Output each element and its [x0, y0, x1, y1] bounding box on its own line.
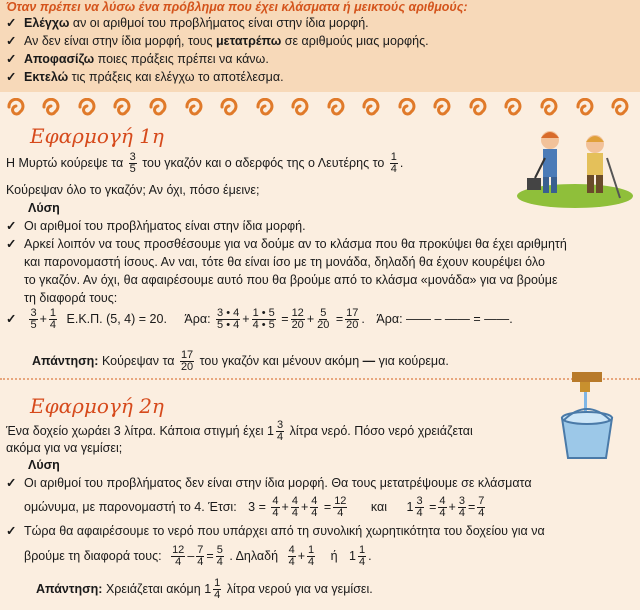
rules-box	[0, 0, 640, 92]
swirl-icon	[290, 98, 314, 116]
swirl-icon	[77, 98, 101, 116]
swirl-icon	[503, 98, 527, 116]
rule-1: ✓ Ελέγχω αν οι αριθμοί του προβλήματος είναι στην ίδια μορφή.	[6, 16, 369, 30]
app1-step2-b: και παρονομαστή ίσους. Αν ναι, τότε θα είναι ίσο με τη μονάδα, δηλαδή θα έχουν κουρέψει όλο	[24, 255, 545, 269]
app2-solution-label: Λύση	[28, 458, 60, 472]
swirl-icon	[610, 98, 634, 116]
swirl-icon	[219, 98, 243, 116]
app1-solution-label: Λύση	[28, 201, 60, 215]
swirl-border	[0, 96, 640, 118]
swirl-icon	[432, 98, 456, 116]
swirl-icon	[6, 98, 30, 116]
swirl-icon	[361, 98, 385, 116]
app2-step2-b: βρούμε τη διαφορά τους: $\frac{12}{4}$ – $\frac{7}{4}$ = $\frac{5}{4}$ . Δηλαδή $\frac{4}{4}$ + $\frac{1}{4}$ ή 1 $\frac{1}{4}$ .	[24, 544, 372, 568]
swirl-icon	[148, 98, 172, 116]
fraction: $\frac{3}{5}$	[129, 151, 136, 175]
app2-step1: ✓ Οι αριθμοί του προβλήματος δεν είναι στην ίδια μορφή. Θα τους μετατρέψουμε σε κλάσματα	[6, 476, 532, 490]
app1-step2-d: τη διαφορά τους:	[24, 291, 118, 305]
swirl-icon	[397, 98, 421, 116]
mowing-kids-illustration	[515, 118, 635, 208]
app2-title: Εφαρμογή 2η	[30, 394, 164, 418]
app1-step2: ✓ Αρκεί λοιπόν να τους προσθέσουμε για να δούμε αν το κλάσμα που θα προκύψει θα έχει αριθμητή	[6, 237, 567, 251]
section-divider	[0, 378, 640, 381]
swirl-icon	[112, 98, 136, 116]
app1-step1: ✓ Οι αριθμοί του προβλήματος είναι στην ίδια μορφή.	[6, 219, 306, 233]
swirl-icon	[326, 98, 350, 116]
app1-line2: Κούρεψαν όλο το γκαζόν; Αν όχι, πόσο έμεινε;	[6, 183, 260, 197]
swirl-icon	[255, 98, 279, 116]
rule-2: ✓ Αν δεν είναι στην ίδια μορφή, τους μετατρέπω σε αριθμούς μιας μορφής.	[6, 34, 429, 48]
swirl-icon	[184, 98, 208, 116]
app2-line1: Ένα δοχείο χωράει 3 λίτρα. Κάποια στιγμή έχει 1 $\frac{3}{4}$ λίτρα νερό. Πόσο νερό χρειάζεται	[6, 419, 473, 443]
mixed-number: 1 $\frac{3}{4}$	[267, 419, 284, 443]
app2-line2: ακόμα για να γεμίσει;	[6, 441, 123, 455]
bucket-tap-illustration	[550, 370, 630, 462]
swirl-icon	[539, 98, 563, 116]
fraction: $\frac{1}{4}$	[390, 151, 397, 175]
rule-4: ✓ Εκτελώ τις πράξεις και ελέγχω το αποτέλεσμα.	[6, 70, 284, 84]
app1-step2-c: το γκαζόν. Αν όχι, θα αφαιρέσουμε αυτό που θα βρούμε από το κλάσμα «μονάδα» για να βρούμε	[24, 273, 558, 287]
app1-title: Εφαρμογή 1η	[30, 124, 164, 148]
app2-step2: ✓ Τώρα θα αφαιρέσουμε το νερό που υπάρχει από τη συνολική χωρητικότητα του δοχείου για να	[6, 524, 545, 538]
app2-answer: Απάντηση: Χρειάζεται ακόμη 1 $\frac{1}{4}$ λίτρα νερού για να γεμίσει.	[36, 577, 373, 601]
swirl-icon	[41, 98, 65, 116]
app1-answer: Απάντηση: Κούρεψαν τα $\frac{17}{20}$ του γκαζόν και μένουν ακόμη — για κούρεμα.	[32, 349, 449, 373]
app1-calc: ✓ $\frac{3}{5}$ + $\frac{1}{4}$ Ε.Κ.Π. (5, 4) = 20. Άρα: $\frac{3 • 4}{5 • 4}$ + $\frac{1 • 5}{4 • 5}$ = $\frac{12}{20}$ + $\frac{5}{20}$ = $\frac{17}{20}$ . Άρα: —— – —— = ——.	[6, 307, 513, 331]
answer-blanks: —— – —— = ——	[406, 311, 510, 326]
rules-title: Όταν πρέπει να λύσω ένα πρόβλημα που έχει κλάσματα ή μεικτούς αριθμούς:	[6, 0, 468, 14]
app2-step1-b: ομώνυμα, με παρονομαστή το 4. Έτσι: 3 = $\frac{4}{4}$ + $\frac{4}{4}$ + $\frac{4}{4}$ = $\frac{12}{4}$ και 1 $\frac{3}{4}$ = $\frac{4}{4}$ + $\frac{3}{4}$ = $\frac{7}{4}$	[24, 495, 485, 519]
swirl-icon	[468, 98, 492, 116]
swirl-icon	[575, 98, 599, 116]
app1-line1: Η Μυρτώ κούρεψε τα $\frac{3}{5}$ του γκαζόν και ο αδερφός της ο Λευτέρης το $\frac{1}{4}$ .	[6, 151, 404, 175]
rule-3: ✓ Αποφασίζω ποιες πράξεις πρέπει να κάνω.	[6, 52, 269, 66]
